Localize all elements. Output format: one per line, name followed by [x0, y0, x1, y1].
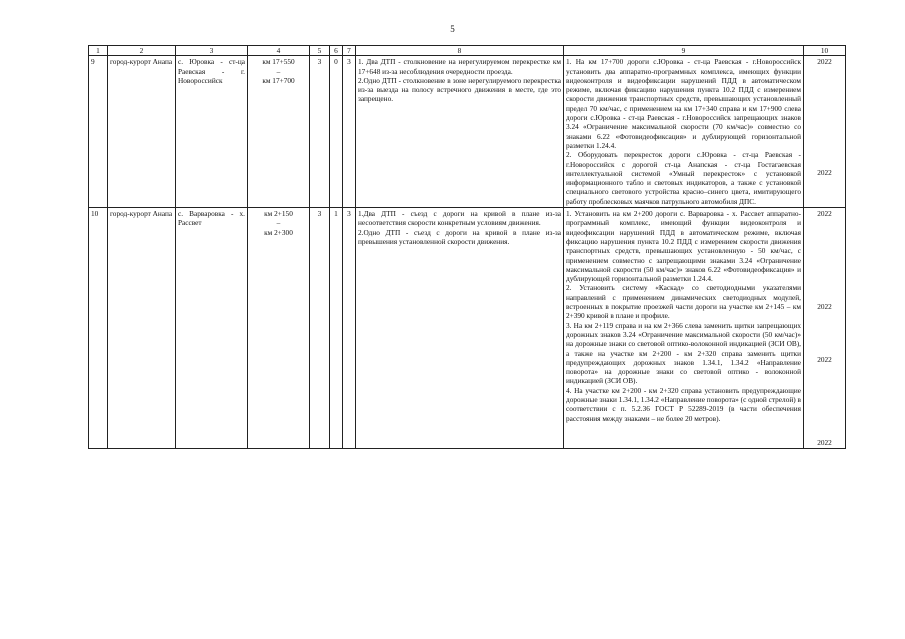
accidents-count: 3 — [310, 56, 330, 208]
injured-count: 3 — [343, 208, 356, 449]
column-number: 9 — [564, 46, 804, 56]
column-number: 10 — [804, 46, 846, 56]
road-name: с. Юровка - ст-ца Раевская - г. Новороссийск — [176, 56, 248, 208]
measure-item: 4. На участке км 2+200 - км 2+320 справа установить предупреждающие дорожные знаки 1.34.1, 1.34.2 «Направление поворота» (с одной стрелой) в соответствии с п. 5.2.36 ГОСТ Р 52289-2019 (в части обеспечения расстояния между знаками – не более 20 метров). — [566, 385, 801, 423]
killed-count: 0 — [330, 56, 343, 208]
column-number: 6 — [330, 46, 343, 56]
accident-causes: 1. Два ДТП - столкновение на нерегулируемом перекрестке км 17+648 из-за несоблюдения очередности проезда. 2.Одно ДТП - столкновение в зоне нерегулируемого перекрестка из-за выезда на полосу встречного движения в месте, где это запрещено. — [356, 56, 564, 208]
measure-item: 2. Установить систему «Каскад» со светодиодными указателями направлений с применением динамических светодиодных модулей, встроенных в покрытие проезжей части дороги на участке км 2+145 – км 2+390 кривой в плане и профиле. — [566, 283, 801, 321]
measure-item: 1. Установить на км 2+200 дороги с. Варваровка - х. Рассвет аппаратно-программный комплекс, имеющий функции видеоконтроля и видеофиксации нарушений ПДД в автоматическом режиме, включая фиксацию нарушения пункта 10.2 ПДД с измерением скорости движения транспортных средств, превышающих установленную - 50 км/час, с применением совместно с запрещающими знаками 3.24 «Ограничение максимальной скорости (50 км/час)» знаков 6.22 «Фотовидеофиксация» и дублирующей горизонтальной разметки 1.24.4. — [566, 209, 801, 284]
measures-cell — [564, 56, 804, 208]
column-number: 1 — [89, 46, 108, 56]
injured-count: 3 — [343, 56, 356, 208]
column-number: 8 — [356, 46, 564, 56]
deadline-year: 2022 — [817, 302, 832, 312]
km-section: км 17+550 – км 17+700 — [248, 56, 310, 208]
column-number: 7 — [343, 46, 356, 56]
table-row — [89, 56, 846, 208]
killed-count: 1 — [330, 208, 343, 449]
deadline-year: 2022 — [817, 209, 832, 219]
municipality: город-курорт Анапа — [108, 56, 176, 208]
accidents-count: 3 — [310, 208, 330, 449]
column-number: 2 — [108, 46, 176, 56]
measures-cell — [564, 208, 804, 449]
deadline-year: 2022 — [817, 57, 832, 67]
row-number: 10 — [89, 208, 108, 449]
years-cell — [804, 208, 846, 449]
municipality: город-курорт Анапа — [108, 208, 176, 449]
deadline-year: 2022 — [817, 167, 832, 177]
km-section: км 2+150 – км 2+300 — [248, 208, 310, 449]
column-number: 3 — [176, 46, 248, 56]
deadline-year: 2022 — [817, 437, 832, 447]
row-number: 9 — [89, 56, 108, 208]
measure-item: 2. Оборудовать перекресток дороги с.Юровка - ст-ца Раевская - г.Новороссийск с дорогой ст-ца Анапская - ст-ца Гостагаевская интеллектуальной системой «Умный перекресток» с установкой информационного табло и световых индикаторов, а также с установкой специального светового устройства красно–синего цвета, имитирующего работу проблесковых маячков патрульного автомобиля ДПС. — [566, 150, 801, 206]
column-number-row — [89, 46, 846, 56]
page-number: 5 — [450, 24, 455, 34]
table-row — [89, 208, 846, 449]
measure-item: 3. На км 2+119 справа и на км 2+366 слева заменить щитки запрещающих дорожных знаков 3.24 «Ограничение максимальной скорости (50 км/час)» на дорожные знаки со световой оптико-волоконной индикацией (ЗСИ ОВ), а также на участке км 2+200 - км 2+320 справа заменить щитки предупреждающих дорожных знаков 1.34.1, 1.34.2 «Направление поворота» на дорожные знаки со световой оптико - волоконной индикацией (ЗСИ ОВ). — [566, 320, 801, 386]
column-number: 5 — [310, 46, 330, 56]
column-number: 4 — [248, 46, 310, 56]
measures-table — [88, 45, 846, 449]
accident-causes: 1.Два ДТП - съезд с дороги на кривой в плане из-за несоответствия скорости конкретным условиям движения. 2.Одно ДТП - съезд с дороги на кривой в плане из-за превышения установленной скорости движения. — [356, 208, 564, 449]
deadline-year: 2022 — [817, 354, 832, 364]
measure-item: 1. На км 17+700 дороги с.Юровка - ст-ца Раевская - г.Новороссийск установить два аппаратно-программных комплекса, имеющих функции видеоконтроля и видеофиксации нарушений ПДД в автоматическом режиме, включая фиксацию нарушения пункта 10.2 ПДД с измерением скорости движения транспортных средств, превышающих установленный предел 70 км/час, с применением на км 17+340 справа и км 17+900 слева дороги с.Юровка - ст-ца Раевская - г.Новороссийск запрещающих знаков 3.24 «Ограничение максимальной скорости (70 км/час)» совместно со знаками 6.22 «Фотовидеофиксация» и дублирующей горизонтальной разметки 1.24.4. — [566, 57, 801, 150]
road-name: с. Варваровка - х. Рассвет — [176, 208, 248, 449]
years-cell — [804, 56, 846, 208]
